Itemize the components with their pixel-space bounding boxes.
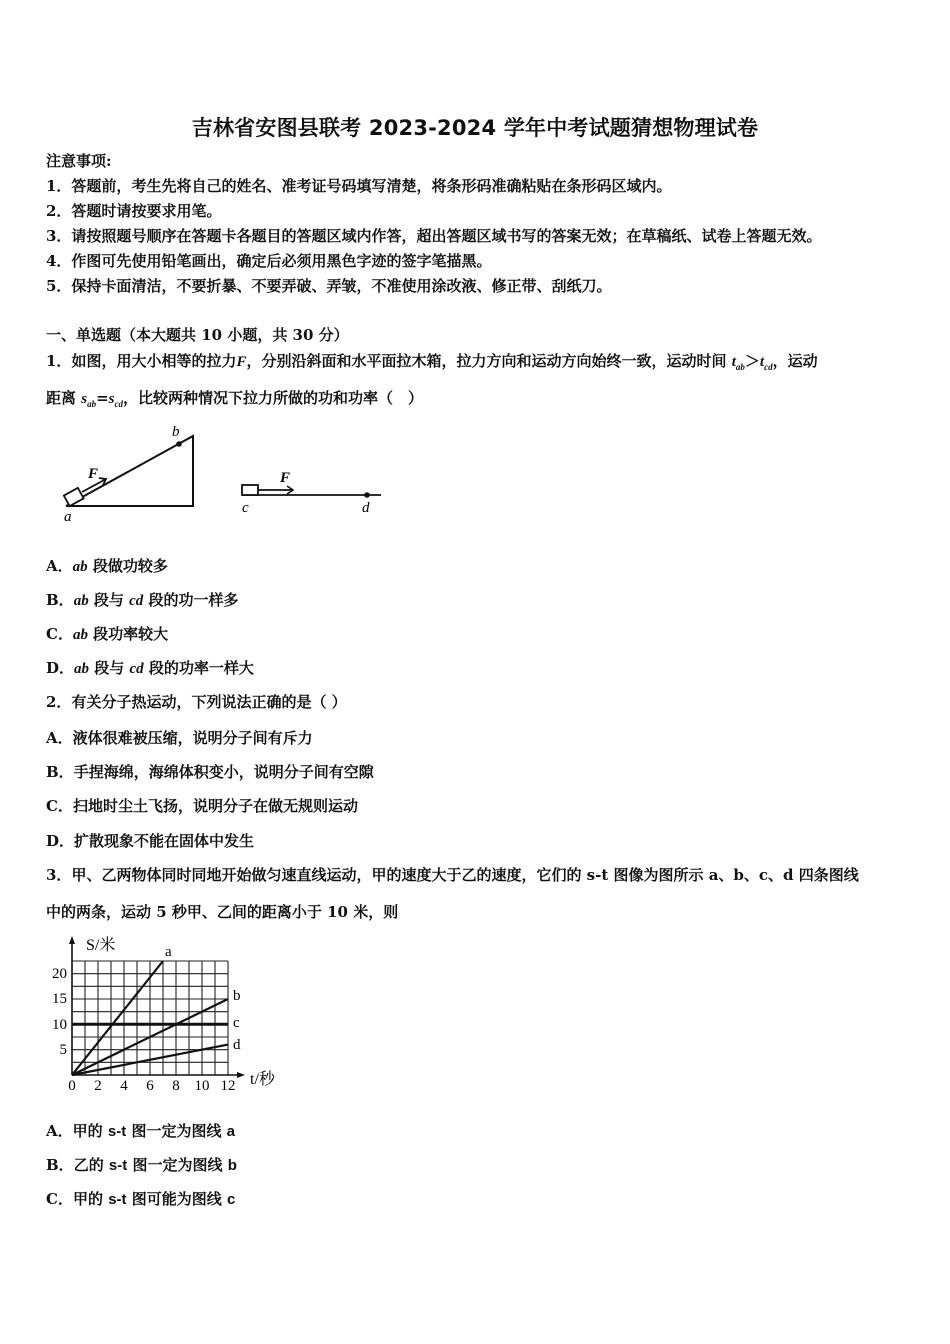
option-letter: D． [46,659,75,677]
question-number: 1． [46,352,72,370]
time-ab-subscript: ab [735,362,745,372]
series-label-b: b [233,988,241,1004]
time-cd-subscript: cd [764,362,773,372]
option-letter: C． [46,625,73,643]
question-number: 2． [46,693,72,711]
option-text: 液体很难被压缩，说明分子间有斥力 [72,729,313,747]
question-2-stem [46,692,347,712]
segment-cd: cd [129,661,144,677]
compare-symbol: ＞ [744,352,760,370]
question-1-option-d[interactable] [46,658,254,679]
box-on-incline [64,488,84,506]
st-term: s-t [108,1157,128,1174]
option-letter: C． [46,1190,73,1208]
line-label: a [226,1123,236,1140]
question-3-option-b[interactable] [46,1155,237,1176]
question-1-figure [50,420,390,525]
distance-cd-subscript: cd [114,399,124,409]
segment-ab: ab [72,559,88,575]
section-heading: 一、单选题（本大题共 10 小题，共 30 分） [46,326,349,344]
option-text: 乙的 [73,1156,109,1174]
st-graph [40,930,290,1100]
option-text: 扩散现象不能在固体中发生 [74,832,255,850]
option-letter: A． [46,729,73,747]
equals-symbol: = [96,389,109,407]
option-text: 甲的 [72,1190,109,1208]
x-axis-label: t/秒 [250,1071,275,1088]
force-label-incline: F [88,466,99,482]
distance-ab-subscript: ab [87,399,97,409]
notice-item-3: 3．请按照题号顺序在答题卡各题目的答题区域内作答，超出答题区域书写的答案无效；在草稿纸、试卷上答题无效。 [46,227,822,245]
y-tick: 10 [52,1017,67,1033]
force-label-horizontal: F [280,470,291,486]
stem-text: ，分别沿斜面和水平面拉木箱，拉力方向和运动方向始终一致，运动时间 [246,352,727,370]
question-3-option-c[interactable] [46,1189,235,1210]
incline-diagram [64,424,193,525]
question-1-option-a[interactable] [46,556,168,577]
distance-ab: s [81,391,88,407]
x-tick: 8 [172,1078,180,1094]
question-2-option-c[interactable] [46,796,358,816]
x-tick: 2 [94,1078,102,1094]
option-text: 段的功一样多 [143,591,239,609]
question-2-option-a[interactable] [46,728,313,748]
option-text: 图一定为图线 [127,1156,228,1174]
stem-text: 甲、乙两物体同时同地开始做匀速直线运动，甲的速度大于乙的速度，它们的 s-t 图像为图所示 a、b、c、d 四条图线 [71,866,859,884]
option-letter: A． [46,1122,73,1140]
segment-ab: ab [73,593,89,609]
label-d: d [362,500,370,516]
question-3-stem-line2: 中的两条，运动 5 秒甲、乙间的距离小于 10 米，则 [46,903,399,921]
line-label: b [227,1157,237,1174]
box-on-ground [242,485,258,495]
stem-text: 如图，用大小相等的拉力 [71,352,237,370]
notice-item-4: 4．作图可先使用铅笔画出，确定后必须用黑色字迹的签字笔描黑。 [46,252,492,270]
option-text: 段与 [89,659,130,677]
question-1-option-b[interactable] [46,590,239,611]
question-3-option-a[interactable] [46,1121,235,1142]
option-text: 图一定为图线 [126,1122,227,1140]
x-axis-arrow-icon [237,1072,245,1078]
y-axis-label: S/米 [86,937,116,954]
horizontal-diagram [242,470,381,516]
x-tick: 12 [220,1078,236,1094]
option-letter: B． [46,763,74,781]
question-3-stem [46,865,859,885]
option-text: 段做功较多 [87,557,168,575]
y-axis-arrow-icon [69,936,75,944]
label-b: b [172,424,180,440]
y-tick: 20 [52,966,67,982]
segment-ab: ab [74,661,90,677]
stem-text: ，比较两种情况下拉力所做的功和功率（ ） [123,389,424,407]
time-cd: t [759,354,765,370]
x-tick-labels [68,1078,235,1094]
series-line-a [72,961,163,1075]
x-tick: 0 [68,1078,76,1094]
option-text: 段的功率一样大 [143,659,254,677]
series-label-a: a [165,944,172,960]
stem-text: 距离 [46,389,77,407]
st-term: s-t [108,1191,127,1208]
option-letter: B． [46,1156,74,1174]
stem-text: ，运动 [772,352,818,370]
segment-ab: ab [72,627,88,643]
x-tick: 4 [120,1078,128,1094]
option-letter: B． [46,591,74,609]
time-ab: t [731,354,736,370]
option-text: 段功率较大 [87,625,169,643]
st-term: s-t [107,1123,127,1140]
question-1-stem [46,351,818,377]
series-label-d: d [233,1037,241,1053]
x-tick: 6 [146,1078,154,1094]
distance-cd: s [108,391,115,407]
x-tick: 10 [194,1078,210,1094]
notice-item-1: 1．答题前，考生先将自己的姓名、准考证号码填写清楚，将条形码准确粘贴在条形码区域内。 [46,177,672,195]
y-tick: 5 [59,1042,67,1058]
option-text: 扫地时尘土飞扬，说明分子在做无规则运动 [72,797,358,815]
option-text: 段与 [88,591,130,609]
force-symbol: F [236,354,247,370]
stem-text: 有关分子热运动，下列说法正确的是（ ） [71,693,347,711]
question-1-stem-line2 [46,388,423,414]
page-title: 吉林省安图县联考 2023-2024 学年中考试题猜想物理试卷 [191,116,759,140]
label-a: a [64,509,72,525]
notice-item-5: 5．保持卡面清洁，不要折暴、不要弄破、弄皱，不准使用涂改液、修正带、刮纸刀。 [46,277,612,295]
point-d-dot [364,492,370,498]
notice-heading: 注意事项: [46,152,112,170]
y-tick: 15 [52,991,67,1007]
segment-cd: cd [129,593,144,609]
point-b-dot [176,441,182,447]
y-tick-labels [52,966,67,1058]
label-c: c [242,500,249,516]
notice-item-2: 2．答题时请按要求用笔。 [46,202,222,220]
option-text: 图可能为图线 [126,1190,227,1208]
series-label-c: c [233,1015,240,1031]
question-1-option-c[interactable] [46,624,168,645]
option-letter: D． [46,832,75,850]
option-letter: C． [46,797,73,815]
option-text: 手捏海绵，海绵体积变小，说明分子间有空隙 [73,763,374,781]
question-number: 3． [46,866,72,884]
option-text: 甲的 [72,1122,108,1140]
question-2-option-d[interactable] [46,831,254,851]
question-2-option-b[interactable] [46,762,374,782]
option-letter: A． [46,557,73,575]
line-label: c [226,1191,236,1208]
